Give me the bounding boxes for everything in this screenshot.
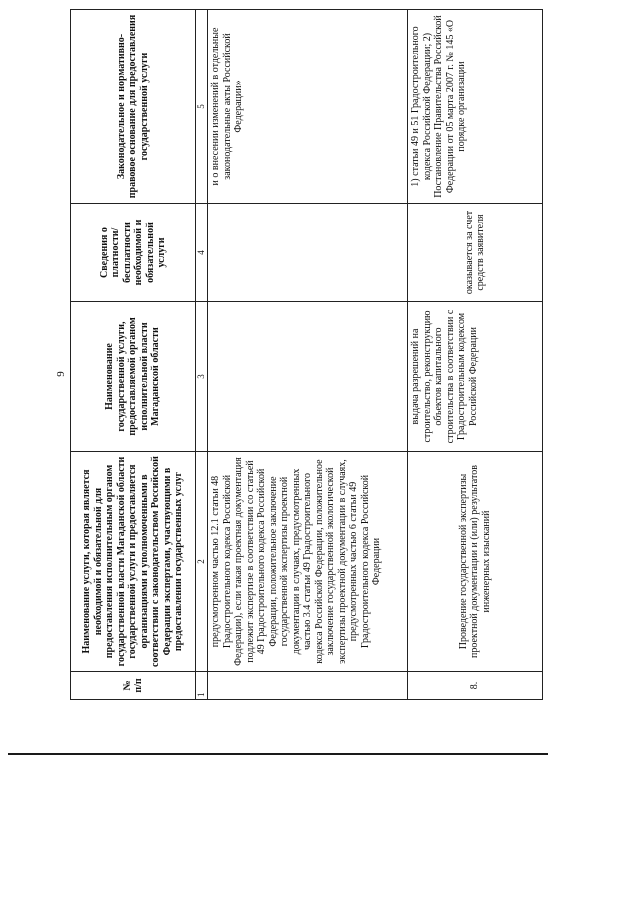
- row-state-service: выдача разрешений на строительство, реконструкцию объектов капитального строительства в соответствии с Градостроительным кодексом Российской Федерации: [408, 302, 543, 452]
- row-service: Проведение государственной экспертизы проектной документации и (или) результатов инженерных изысканий: [408, 452, 543, 672]
- rotated-table-container: [70, 10, 550, 710]
- bottom-rule: [8, 753, 548, 755]
- column-number-row: [196, 10, 208, 700]
- column-number: 4: [196, 204, 208, 302]
- table-header-row: [71, 10, 196, 700]
- header-num: № п/п: [71, 672, 196, 700]
- row-payment: оказывается за счет средств заявителя: [408, 204, 543, 302]
- row-num: [208, 672, 408, 700]
- table-row: [408, 10, 543, 700]
- column-number: 3: [196, 302, 208, 452]
- page-number: 9: [54, 371, 67, 377]
- header-payment: Сведения о платности/ бесплатности необходимой и обязательной услуги: [71, 204, 196, 302]
- row-payment: [208, 204, 408, 302]
- row-service: предусмотренном частью 12.1 статьи 48 Градостроительного кодекса Российской Федерации), если такая проектная документация подлежит экспертизе в соответствии со статьей 49 Градостроительного кодекса Российской Федерации, положительное заключение государственной экспертизы проектной документации в случаях, предусмотренных частью 3.4 статьи 49 Градостроительного кодекса Российской Федерации, положительное заключение государственной экологической экспертизы проектной документации в случаях, предусмотренных частью 6 статьи 49 Градостроительного кодекса Российской Федерации: [208, 452, 408, 672]
- row-basis: 1) статьи 49 и 51 Градостроительного кодекса Российской Федерации; 2) Постановление Правительства Российской Федерации от 05 марта 2007 г. № 145 «О порядке организации: [408, 10, 543, 204]
- header-service: Наименование услуги, которая является необходимой и обязательной для предоставления исполнительным органом государственной власти Магаданской области государственной услуги и предоставляется организациями и уполномоченными в соответствии с законодательством Российской Федерации экспертами, участвующими в предоставлении государственных услуг: [71, 452, 196, 672]
- header-state-service: Наименование государственной услуги, предоставляемой органом исполнительной власти Магаданской области: [71, 302, 196, 452]
- column-number: 1: [196, 672, 208, 700]
- row-basis: и о внесении изменений в отдельные законодательные акты Российской Федерации»: [208, 10, 408, 204]
- table-row: [208, 10, 408, 700]
- header-basis: Законодательное и нормативно-правовое основание для предоставления государственной услуги: [71, 10, 196, 204]
- services-table: [70, 9, 543, 700]
- row-state-service: [208, 302, 408, 452]
- row-num: 8.: [408, 672, 543, 700]
- column-number: 2: [196, 452, 208, 672]
- column-number: 5: [196, 10, 208, 204]
